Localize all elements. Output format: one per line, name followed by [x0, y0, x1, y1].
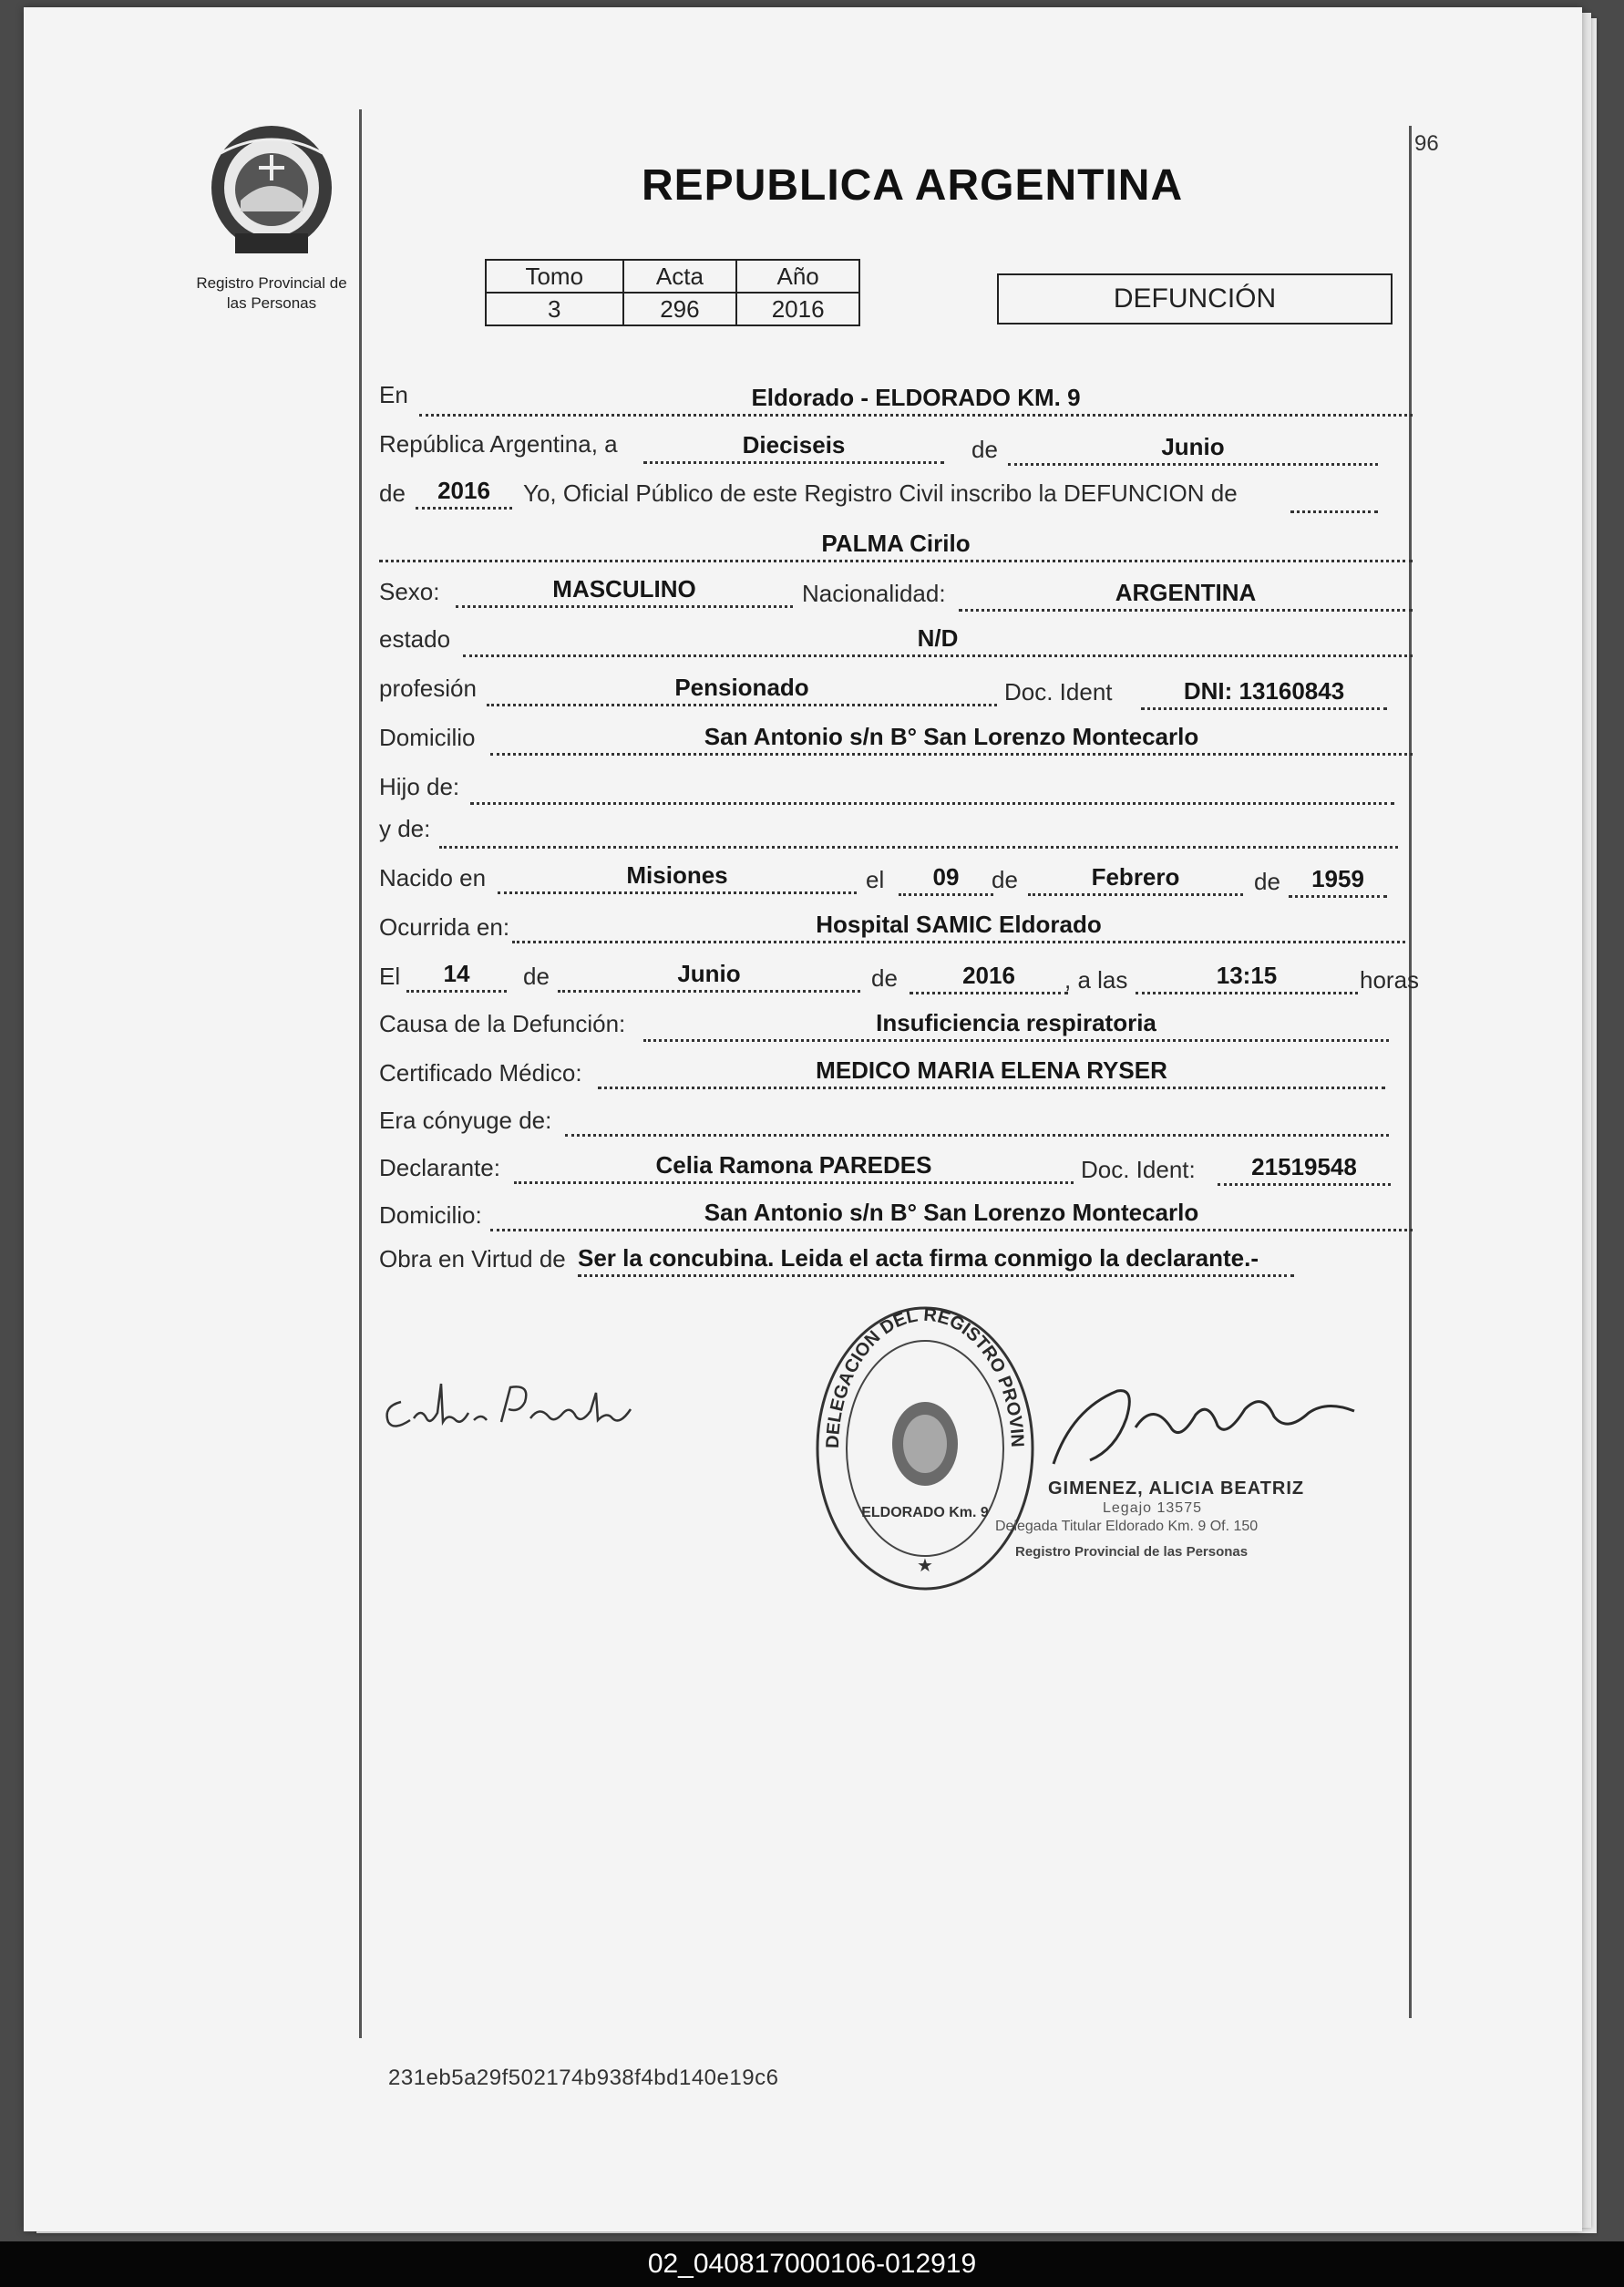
document-type-box: DEFUNCIÓN [997, 273, 1393, 325]
en-value: Eldorado - ELDORADO KM. 9 [419, 383, 1413, 417]
record-table [485, 259, 860, 326]
tomo-header: Tomo [486, 260, 623, 293]
nacido-value: Misiones [498, 860, 857, 894]
de-label-2: de [992, 866, 1018, 893]
def-anio-value: 2016 [910, 961, 1068, 994]
official-stamp [802, 1298, 1048, 1599]
de-label-5: de [871, 964, 898, 992]
hijo-label: Hijo de: [379, 773, 460, 800]
anio-value: 2016 [736, 293, 859, 325]
oficial-text: Yo, Oficial Público de este Registro Civil inscribo la DEFUNCION de [523, 479, 1238, 507]
domicilio-label: Domicilio [379, 724, 476, 751]
causa-value: Insuficiencia respiratoria [643, 1008, 1389, 1042]
decl-doc-label: Doc. Ident: [1081, 1156, 1196, 1183]
de-label: de [971, 436, 998, 463]
declarante-value: Celia Ramona PAREDES [514, 1150, 1074, 1184]
left-margin-line [359, 109, 362, 2038]
horas-label: horas [1360, 966, 1420, 994]
def-mes-value: Junio [558, 959, 860, 993]
obra-value: Ser la concubina. Leida el acta firma conmigo la declarante.- [578, 1243, 1294, 1277]
dia-value: Dieciseis [643, 430, 944, 464]
anio-header: Año [736, 260, 859, 293]
scan-footer-bar [0, 2241, 1624, 2287]
province-seal-logo [199, 117, 344, 263]
yde-value [439, 815, 1398, 849]
acta-header: Acta [623, 260, 737, 293]
decl-doc-value: 21519548 [1218, 1152, 1391, 1186]
oficial-line [1290, 479, 1378, 513]
en-label: En [379, 381, 408, 408]
acta-value: 296 [623, 293, 737, 325]
stamp-text: DELEGACION DEL REGISTRO PROVIN [822, 1304, 1028, 1449]
decl-domicilio-value: San Antonio s/n B° San Lorenzo Montecarlo [490, 1198, 1413, 1231]
registry-line2: las Personas [226, 294, 317, 312]
def-dia-value: 14 [406, 959, 507, 993]
ocurrida-label: Ocurrida en: [379, 913, 510, 941]
official-org: Registro Provincial de las Personas [1015, 1544, 1249, 1560]
conyuge-value [565, 1103, 1389, 1137]
yde-label: y de: [379, 815, 431, 842]
doc-ident-label: Doc. Ident [1004, 678, 1113, 706]
doc-ident-value: DNI: 13160843 [1141, 676, 1387, 710]
document-hash: 231eb5a29f502174b938f4bd140e19c6 [388, 2066, 779, 2090]
hora-value: 13:15 [1136, 961, 1358, 994]
anio-value: 2016 [416, 476, 512, 510]
svg-text:★: ★ [917, 1556, 933, 1576]
certificate-page [24, 7, 1582, 2231]
registry-line1: Registro Provincial de [196, 274, 347, 292]
certificado-value: MEDICO MARIA ELENA RYSER [598, 1056, 1385, 1089]
official-name: GIMENEZ, ALICIA BEATRIZ [1048, 1478, 1305, 1499]
de-year-label: de [379, 479, 406, 507]
alas-label: , a las [1064, 966, 1128, 994]
mes-value: Junio [1008, 432, 1378, 466]
declarante-label: Declarante: [379, 1154, 500, 1181]
sexo-label: Sexo: [379, 578, 440, 605]
page-title: REPUBLICA ARGENTINA [642, 161, 1184, 210]
nac-mes-value: Febrero [1028, 862, 1243, 896]
profesion-value: Pensionado [487, 673, 997, 706]
el2-label: El [379, 963, 401, 990]
official-legajo: Legajo 13575 [1103, 1500, 1202, 1516]
ocurrida-value: Hospital SAMIC Eldorado [512, 910, 1405, 943]
decl-domicilio-label: Domicilio: [379, 1201, 482, 1229]
nacido-label: Nacido en [379, 864, 487, 891]
nac-anio-value: 1959 [1289, 864, 1387, 898]
scan-id: 02_040817000106-012919 [647, 2249, 977, 2279]
de-label-3: de [1254, 868, 1280, 895]
causa-label: Causa de la Defunción: [379, 1010, 626, 1037]
conyuge-label: Era cónyuge de: [379, 1107, 552, 1134]
obra-label: Obra en Virtud de [379, 1245, 566, 1272]
nac-dia-value: 09 [899, 862, 993, 896]
official-role: Delegada Titular Eldorado Km. 9 Of. 150 [995, 1519, 1259, 1534]
domicilio-value: San Antonio s/n B° San Lorenzo Montecarlo [490, 722, 1413, 756]
el-label: el [866, 866, 885, 893]
registry-name [171, 273, 372, 314]
estado-label: estado [379, 625, 451, 653]
declarant-signature [374, 1365, 665, 1447]
certificado-label: Certificado Médico: [379, 1059, 582, 1087]
profesion-label: profesión [379, 675, 477, 702]
page-number: 96 [1414, 131, 1439, 156]
nombre-value: PALMA Cirilo [379, 529, 1413, 562]
stamp-inner: ELDORADO Km. 9 [861, 1505, 989, 1520]
hijo-value [470, 771, 1394, 805]
sexo-value: MASCULINO [456, 574, 793, 608]
de-label-4: de [523, 963, 550, 990]
tomo-value: 3 [486, 293, 623, 325]
nacionalidad-label: Nacionalidad: [802, 580, 946, 607]
republica-label: República Argentina, a [379, 430, 618, 458]
estado-value: N/D [463, 623, 1413, 657]
official-signature [1035, 1373, 1363, 1482]
nacionalidad-value: ARGENTINA [959, 578, 1413, 612]
